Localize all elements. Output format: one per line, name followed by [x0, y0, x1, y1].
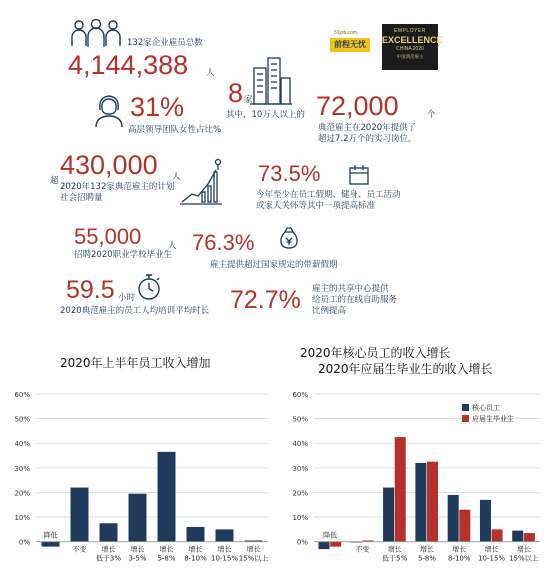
big-companies-value: 8	[228, 78, 244, 108]
x-tick-label: 增长	[246, 545, 261, 554]
y-tick-label: 40%	[14, 440, 30, 449]
y-tick-label: 30%	[292, 464, 308, 473]
x-tick-label: 增长	[159, 545, 174, 554]
x-tick-label: 增长	[217, 545, 232, 554]
hiring-prefix: 超	[50, 176, 59, 186]
paid-leave-value: 76.3%	[192, 230, 255, 255]
y-tick-label: 0%	[18, 538, 30, 547]
training-unit: 小时	[118, 293, 136, 303]
benefits-value: 73.5%	[258, 161, 321, 186]
award-line-4: 中国典范雇主	[396, 54, 424, 59]
bar	[330, 542, 341, 547]
x-tick-label: 8-10%	[448, 554, 471, 563]
bar	[524, 533, 535, 542]
hiring-value: 430,000	[60, 150, 158, 180]
x-tick-label: 增长	[452, 545, 467, 554]
x-tick-label: 增长	[130, 545, 145, 554]
big-companies-unit: 家	[244, 95, 253, 105]
bar	[129, 494, 147, 542]
x-tick-label: 3-5%	[128, 554, 147, 563]
bar	[415, 463, 426, 542]
bar	[42, 542, 60, 547]
award-line-2: EXCELLENCE	[382, 35, 443, 45]
benefits-label-2: 或家人关怀等其中一项提高标准	[256, 201, 376, 211]
graduates-value: 55,000	[74, 224, 142, 249]
stopwatch-icon	[136, 272, 162, 302]
people-icon	[70, 18, 122, 48]
x-tick-label: 低于5%	[382, 554, 408, 563]
internships-unit: 个	[427, 110, 436, 120]
x-tick-label: 不变	[355, 545, 370, 554]
left-chart-title: 2020年上半年员工收入增加	[60, 356, 211, 370]
hiring-label-1: 2020年132家典范雇主的计划	[60, 182, 175, 192]
big-companies-label: 其中，10万人以上的	[226, 110, 305, 120]
internships-label-1: 典范雇主在2020年提供了	[318, 123, 417, 133]
y-tick-label: 60%	[292, 391, 308, 399]
y-tick-label: 20%	[14, 489, 30, 498]
y-tick-label: 20%	[292, 489, 308, 498]
employer-excellence-logo	[382, 24, 443, 70]
bar	[512, 531, 523, 542]
graduates-label: 招聘2020职业学校毕业生	[74, 250, 173, 260]
female-leaders-label: 高层领导团队女性占比%	[128, 125, 222, 135]
y-tick-label: 10%	[14, 514, 30, 523]
y-tick-label: 50%	[14, 415, 30, 424]
right-chart-title-1: 2020年核心员工的收入增长	[300, 346, 451, 360]
x-tick-label: 增长	[101, 545, 116, 554]
employees-label: 132家企业雇员总数	[127, 38, 203, 48]
right-chart-title-2: 2020年应届生毕业生的收入增长	[318, 362, 493, 376]
x-tick-label: 低于3%	[95, 554, 122, 563]
x-tick-label: 5-8%	[157, 554, 176, 563]
y-tick-label: 40%	[292, 440, 308, 449]
bar	[71, 488, 89, 542]
graduates-unit: 人	[168, 241, 177, 251]
woman-icon	[94, 92, 124, 128]
y-tick-label: 50%	[292, 415, 308, 424]
x-tick-label: 增长	[420, 545, 434, 554]
award-line-3: CHINA 2020	[396, 46, 424, 52]
x-tick-label: 8-10%	[184, 554, 207, 563]
hiring-label-2: 社会招聘量	[60, 193, 103, 203]
x-tick-label: 10-15%	[478, 554, 506, 563]
training-value: 59.5	[66, 276, 115, 304]
buildings-icon	[250, 54, 292, 106]
y-tick-label: 30%	[14, 464, 30, 473]
right-bar-chart	[278, 380, 554, 574]
y-tick-label: 10%	[292, 514, 308, 523]
legend-label: 核心员工	[472, 404, 500, 412]
employees-unit: 人	[206, 68, 215, 78]
bar	[459, 510, 470, 542]
internships-value: 72,000	[316, 91, 399, 121]
x-tick-label: 15%以上	[238, 554, 269, 563]
training-label: 2020典范雇主的员工人均培训平均时长	[60, 306, 210, 316]
self-service-label-3: 比例提高	[312, 306, 347, 316]
qiancheng-url: 51job.com	[334, 30, 358, 36]
growth-chart-icon	[178, 158, 224, 206]
y-tick-label: 60%	[14, 391, 30, 399]
bar	[427, 462, 438, 542]
self-service-label-1: 雇主的共享中心提供	[312, 284, 389, 294]
x-tick-label: 不变	[72, 545, 87, 554]
x-tick-label: 降低	[43, 531, 58, 540]
bar	[383, 488, 394, 542]
paid-leave-label: 雇主提供超过国家规定的带薪假期	[210, 260, 338, 270]
bar	[158, 452, 176, 542]
calendar-icon	[348, 164, 370, 186]
bar	[448, 495, 459, 542]
money-bag-icon	[278, 226, 300, 250]
benefits-label-1: 今年至少在员工假期、健身、员工活动	[256, 190, 401, 200]
legend-swatch	[462, 404, 469, 411]
internships-label-2: 超过7.2万个的实习岗位。	[318, 134, 417, 144]
x-tick-label: 15%以上	[509, 554, 539, 563]
x-tick-label: 增长	[516, 545, 531, 554]
x-tick-label: 增长	[484, 545, 499, 554]
left-bar-chart	[0, 380, 276, 574]
bar	[480, 500, 491, 542]
award-line-1: EMPLOYER	[394, 28, 426, 34]
employees-value: 4,144,388	[68, 50, 189, 80]
x-tick-label: 降低	[323, 531, 338, 540]
female-leaders-value: 31%	[130, 92, 185, 122]
bar	[319, 542, 330, 549]
bar	[100, 523, 118, 541]
x-tick-label: 增长	[387, 545, 402, 554]
bar	[187, 527, 205, 542]
x-tick-label: 增长	[188, 545, 203, 554]
x-tick-label: 10-15%	[211, 554, 238, 563]
self-service-value: 72.7%	[230, 286, 301, 314]
bar	[492, 529, 503, 541]
legend-label: 应届生毕业生	[472, 415, 514, 423]
bar	[395, 437, 406, 542]
qiancheng-logo: 前程无忧	[330, 38, 370, 52]
bar	[216, 529, 234, 541]
y-tick-label: 0%	[296, 538, 308, 547]
self-service-label-2: 给员工的在线自助服务	[312, 295, 398, 305]
legend-swatch	[462, 415, 469, 422]
x-tick-label: 5-8%	[417, 554, 437, 563]
hiring-unit: 人	[172, 172, 181, 182]
